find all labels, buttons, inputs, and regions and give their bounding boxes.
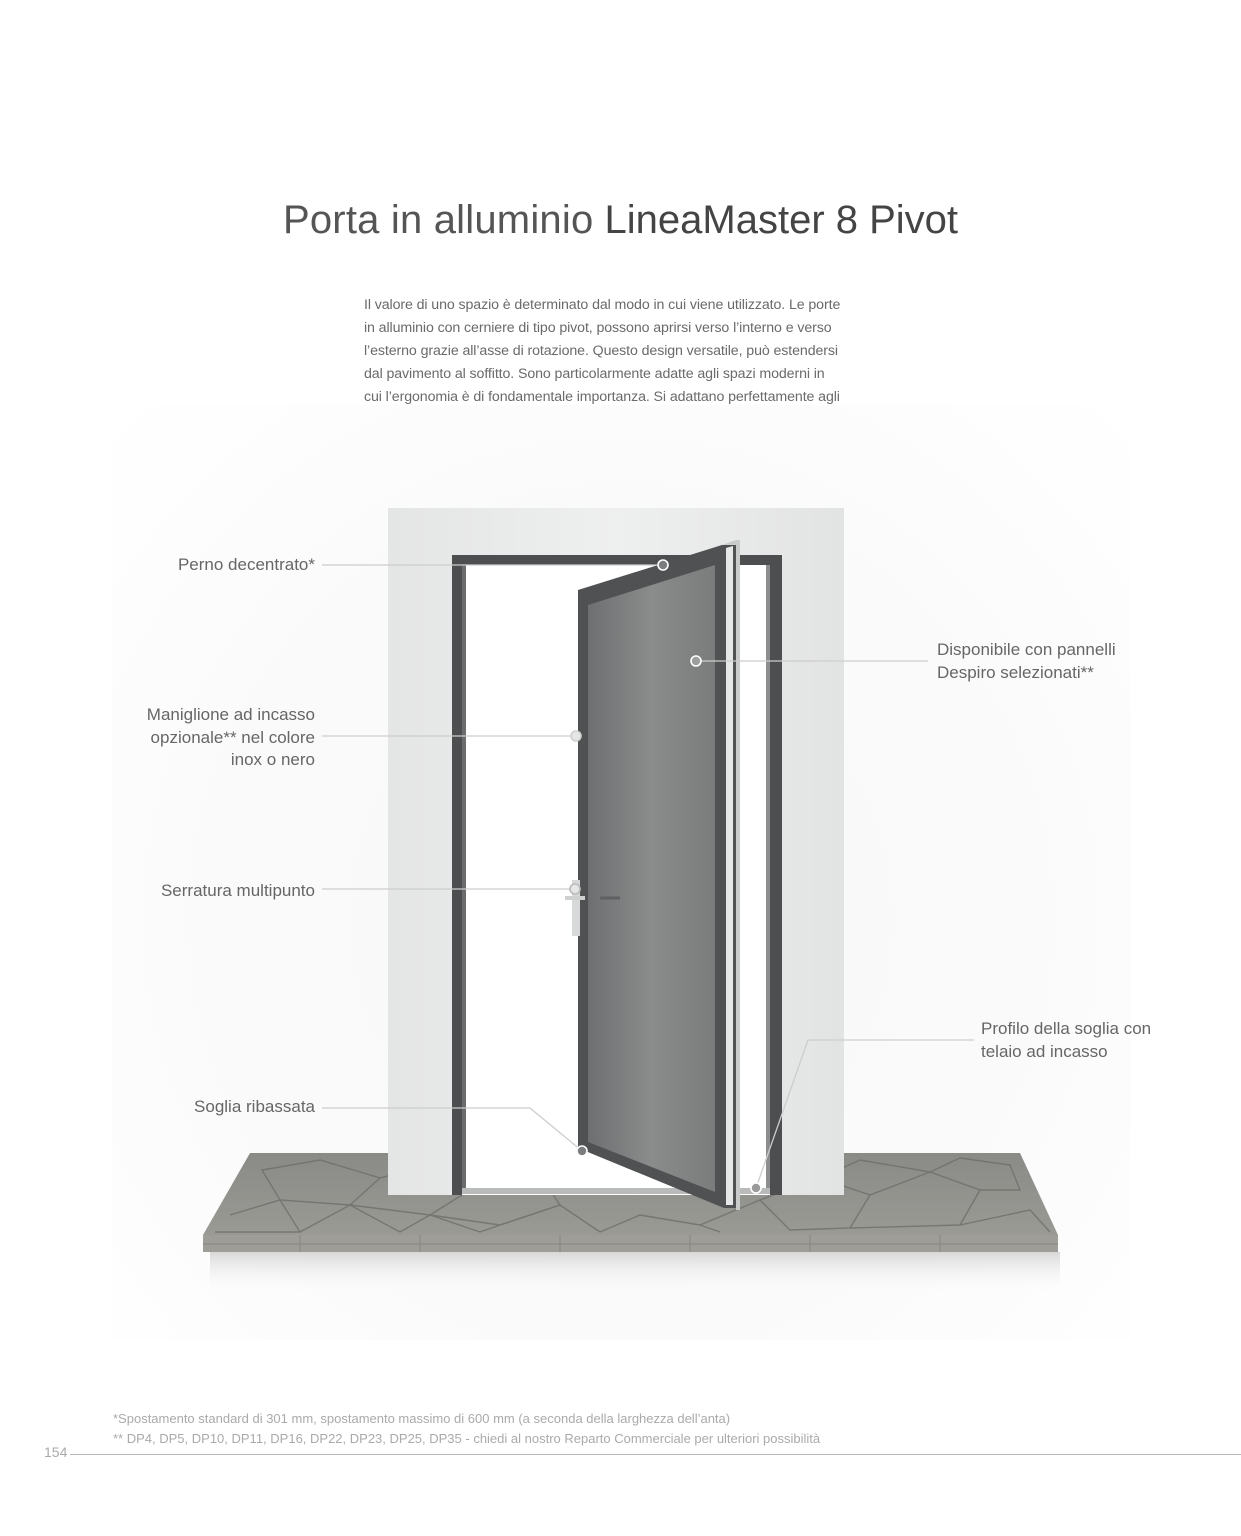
page-number: 154 <box>44 1444 68 1460</box>
callout-dot <box>571 731 581 741</box>
footer-rule <box>70 1454 1241 1455</box>
callout-dot <box>658 560 668 570</box>
callout-pannelli <box>937 639 1116 684</box>
callout-maniglione <box>100 704 315 772</box>
footnotes <box>113 1409 820 1449</box>
intro-line: cui l’ergonomia è di fondamentale importanza. Si adattano perfettamente agli <box>364 389 840 405</box>
callout-profilo <box>981 1018 1151 1063</box>
callout-soglia-text: Soglia ribassata <box>194 1097 315 1116</box>
title-product-name: LineaMaster 8 Pivot <box>604 198 959 242</box>
callout-maniglione-line: opzionale** nel colore <box>150 727 315 747</box>
callout-profilo-line: telaio ad incasso <box>981 1041 1108 1061</box>
footnote: ** DP4, DP5, DP10, DP11, DP16, DP22, DP23, DP25, DP35 - chiedi al nostro Reparto Commerciale per ulteriori possibilità <box>113 1431 821 1446</box>
door-leaf <box>565 540 740 1210</box>
callout-dot <box>691 656 701 666</box>
footnote: *Spostamento standard di 301 mm, spostamento massimo di 600 mm (a seconda della larghezza dell’anta) <box>113 1411 731 1426</box>
callout-perno-text: Perno decentrato* <box>177 555 315 574</box>
callout-soglia <box>100 1096 315 1119</box>
title-light: Porta in alluminio <box>282 198 594 242</box>
callout-pannelli-line: Despiro selezionati** <box>937 662 1094 682</box>
callout-maniglione-line: Maniglione ad incasso <box>146 705 315 724</box>
intro-line: in alluminio con cerniere di tipo pivot, possono aprirsi verso l’interno e verso <box>364 320 832 336</box>
callout-dot <box>577 1146 587 1156</box>
callout-maniglione-line: inox o nero <box>230 750 315 769</box>
callout-profilo-line: Profilo della soglia con <box>981 1019 1152 1038</box>
callout-serratura <box>100 880 315 903</box>
callout-serratura-text: Serratura multipunto <box>160 881 315 900</box>
callout-dot <box>570 884 580 894</box>
intro-line: l’esterno grazie all’asse di rotazione. Questo design versatile, può estendersi <box>364 343 838 359</box>
callout-pannelli-line: Disponibile con pannelli <box>937 640 1116 659</box>
intro-line: Il valore di uno spazio è determinato dal modo in cui viene utilizzato. Le porte <box>364 297 841 313</box>
callout-dot <box>751 1183 761 1193</box>
floor-shadow <box>210 1252 1060 1292</box>
callout-perno-decentrato <box>120 554 315 577</box>
intro-line: dal pavimento al soffitto. Sono particolarmente adatte agli spazi moderni in <box>364 366 825 382</box>
